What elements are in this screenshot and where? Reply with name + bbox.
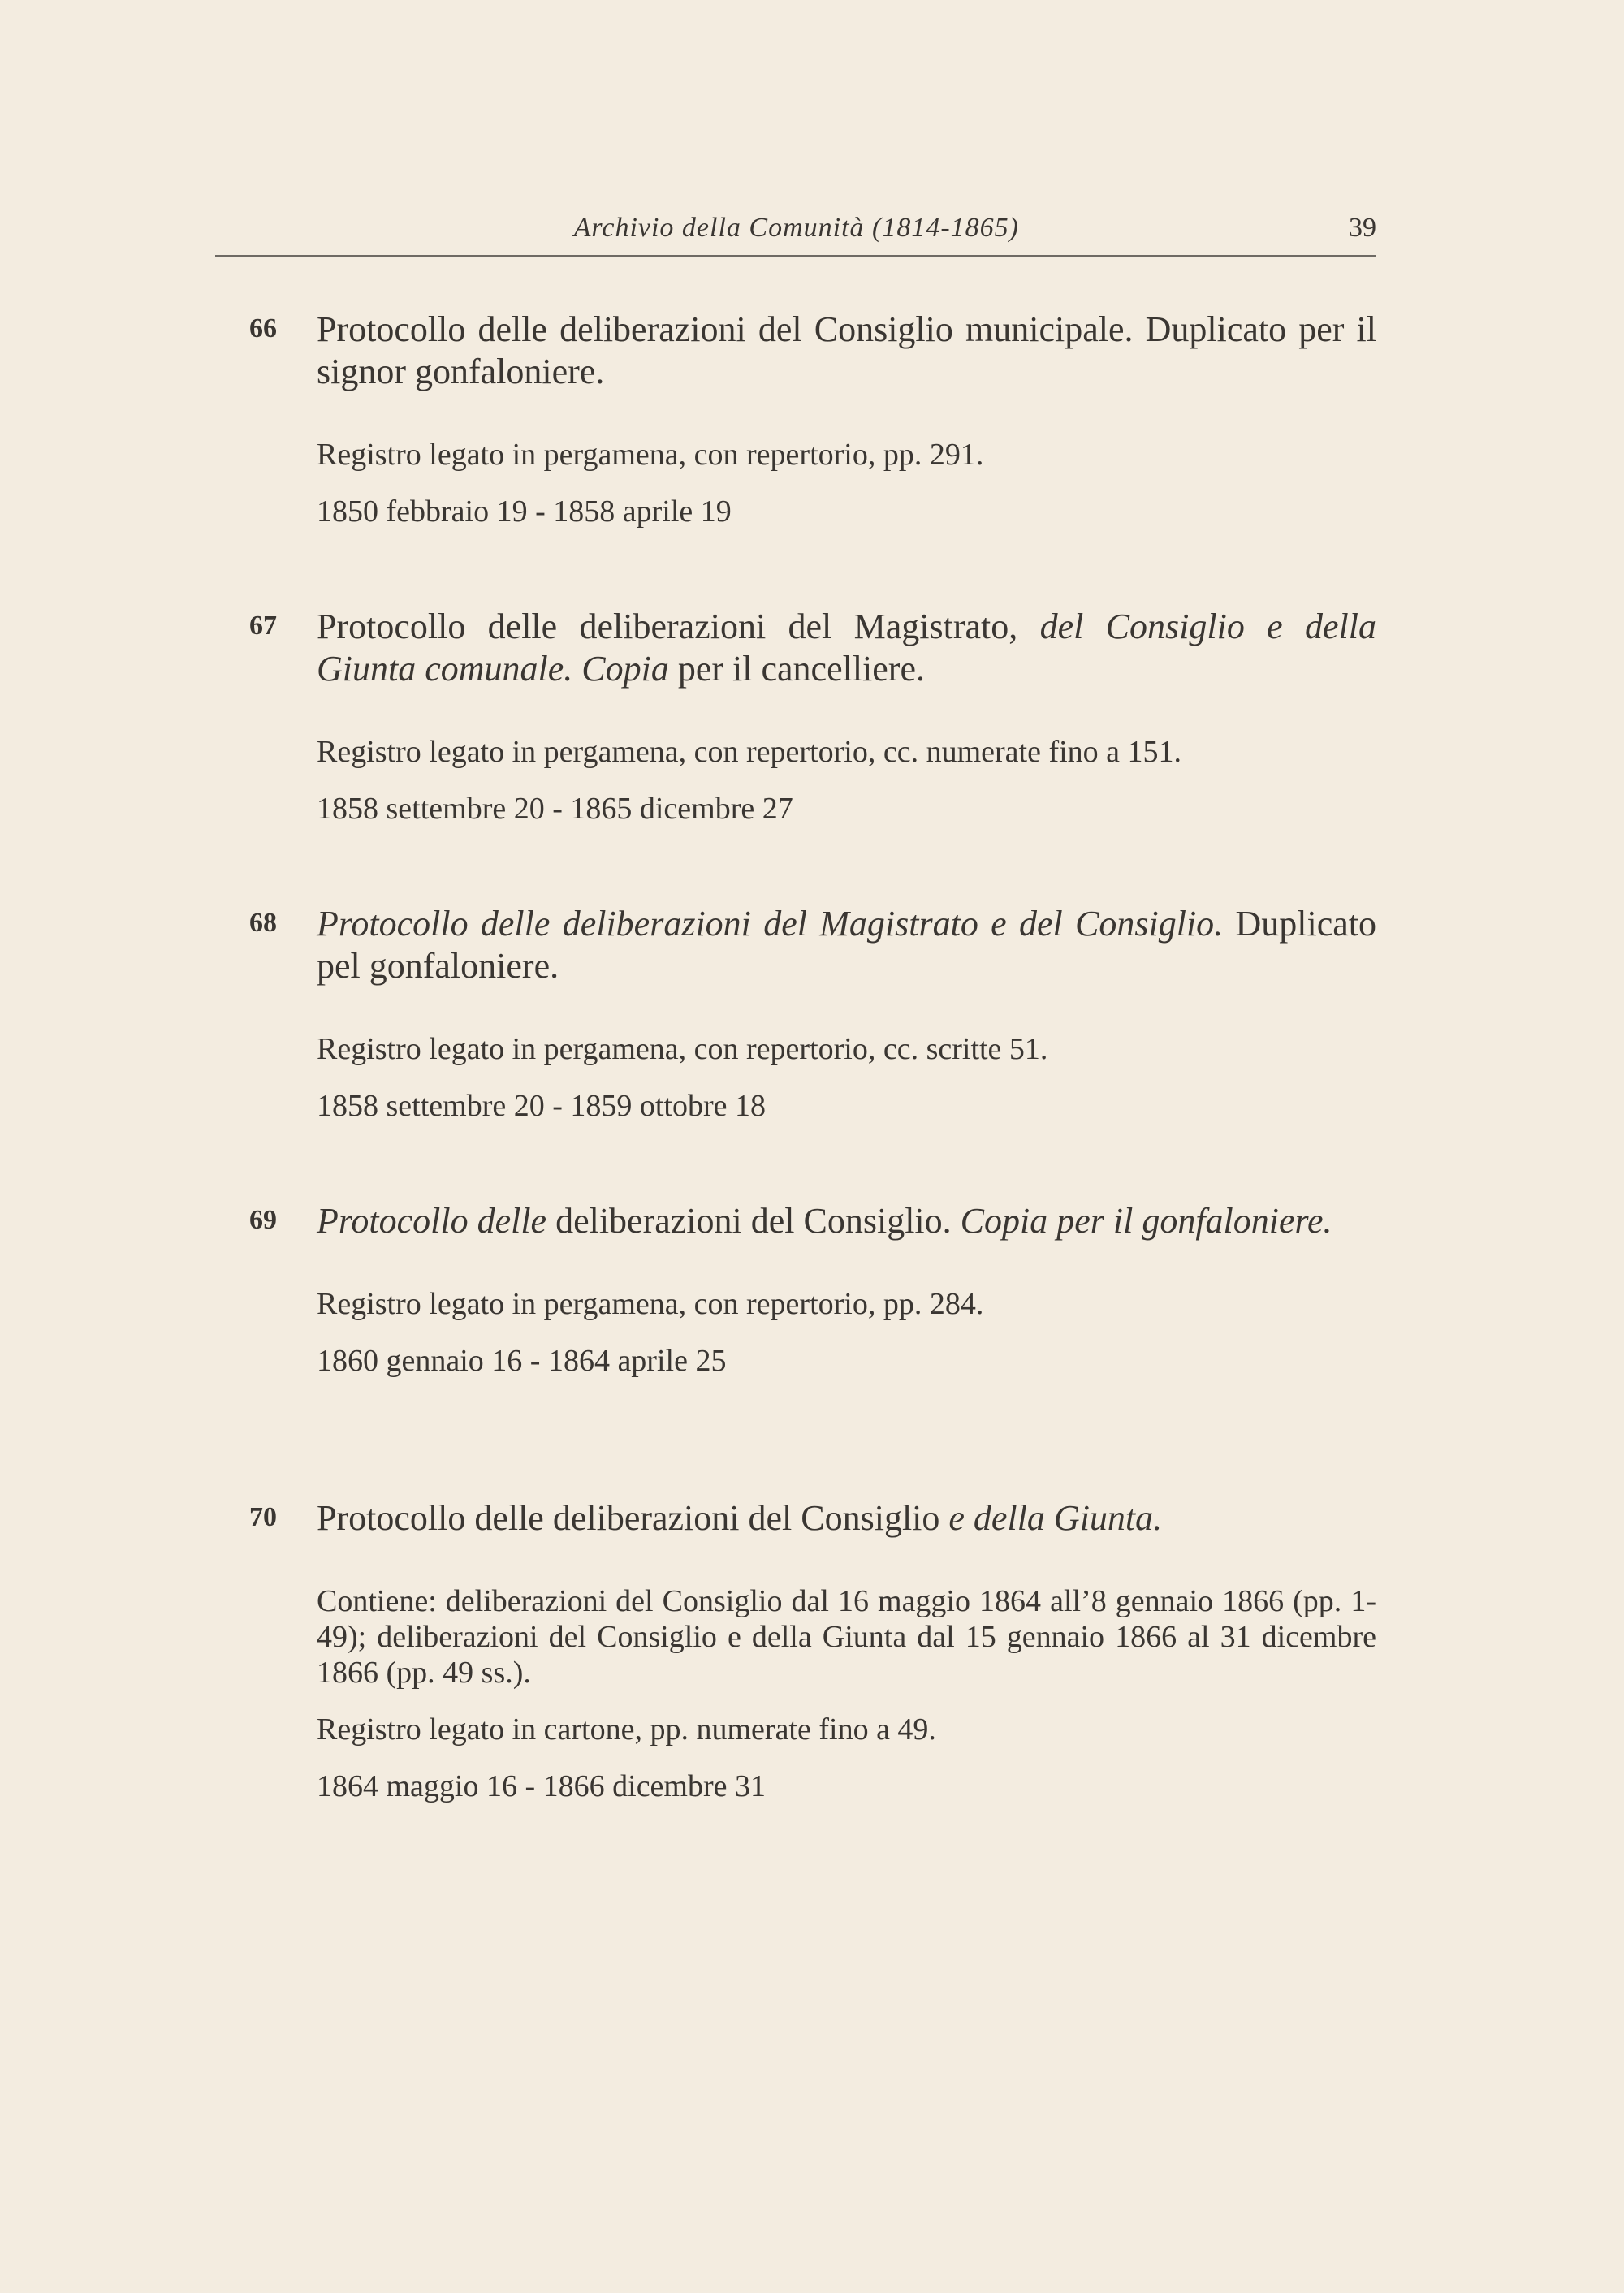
entry-number: 67 bbox=[249, 611, 277, 641]
entry-title bbox=[317, 1497, 1376, 1539]
entry-title bbox=[317, 1200, 1376, 1242]
entry-66 bbox=[215, 309, 1376, 529]
entry-number: 70 bbox=[249, 1502, 277, 1532]
physical-description: Registro legato in cartone, pp. numerate fino a 49. bbox=[317, 1712, 936, 1747]
title-segment-italic: Copia per il gonfaloniere. bbox=[960, 1201, 1332, 1241]
entry-69 bbox=[215, 1200, 1376, 1379]
physical-description: Registro legato in pergamena, con repertorio, pp. 284. bbox=[317, 1287, 984, 1321]
title-segment: Protocollo delle deliberazioni del Consiglio municipale. Duplicato per il signor gonfaloniere. bbox=[317, 309, 1376, 391]
title-segment-italic: e della Giunta. bbox=[948, 1498, 1163, 1538]
contents-note: Contiene: deliberazioni del Consiglio dal 16 maggio 1864 all’8 gennaio 1866 (pp. 1-49); deliberazioni del Consiglio e della Giunta dal 15 gennaio 1866 al 31 dicembre 1866 (pp. 49 ss.). bbox=[317, 1584, 1376, 1690]
date-range: 1860 gennaio 16 - 1864 aprile 25 bbox=[317, 1344, 727, 1378]
physical-description: Registro legato in pergamena, con repertorio, cc. numerate fino a 151. bbox=[317, 735, 1182, 769]
date-range: 1858 settembre 20 - 1865 dicembre 27 bbox=[317, 792, 793, 826]
title-segment: Duplicato pel gonfaloniere. bbox=[317, 904, 1376, 986]
page-number: 39 bbox=[1349, 213, 1376, 243]
entry-number: 66 bbox=[249, 313, 277, 343]
physical-description: Registro legato in pergamena, con repertorio, cc. scritte 51. bbox=[317, 1032, 1048, 1066]
entry-title bbox=[317, 606, 1376, 690]
page-header bbox=[215, 213, 1376, 257]
entry-number: 69 bbox=[249, 1205, 277, 1235]
date-range: 1864 maggio 16 - 1866 dicembre 31 bbox=[317, 1769, 767, 1803]
title-segment: Protocollo delle deliberazioni del Consiglio bbox=[317, 1498, 949, 1538]
entry-number: 68 bbox=[249, 908, 277, 938]
date-range: 1850 febbraio 19 - 1858 aprile 19 bbox=[317, 494, 732, 529]
title-segment-italic: del Consiglio e della Giunta comunale. Copia bbox=[317, 607, 1376, 689]
title-segment: Protocollo delle deliberazioni del Magistrato, bbox=[317, 607, 1040, 646]
physical-description: Registro legato in pergamena, con repertorio, pp. 291. bbox=[317, 438, 984, 472]
title-segment: deliberazioni del Consiglio. bbox=[546, 1201, 961, 1241]
entry-title bbox=[317, 309, 1376, 393]
entry-70 bbox=[215, 1497, 1376, 1804]
entry-67 bbox=[215, 606, 1376, 827]
date-range: 1858 settembre 20 - 1859 ottobre 18 bbox=[317, 1089, 767, 1123]
entry-title bbox=[317, 903, 1376, 987]
title-segment: per il cancelliere. bbox=[668, 649, 925, 689]
title-segment-italic: Protocollo delle bbox=[317, 1201, 547, 1241]
title-segment-italic: Protocollo delle deliberazioni del Magistrato e del Consiglio. bbox=[317, 904, 1224, 944]
entry-68 bbox=[215, 903, 1376, 1124]
running-title: Archivio della Comunità (1814-1865) bbox=[573, 213, 1019, 243]
